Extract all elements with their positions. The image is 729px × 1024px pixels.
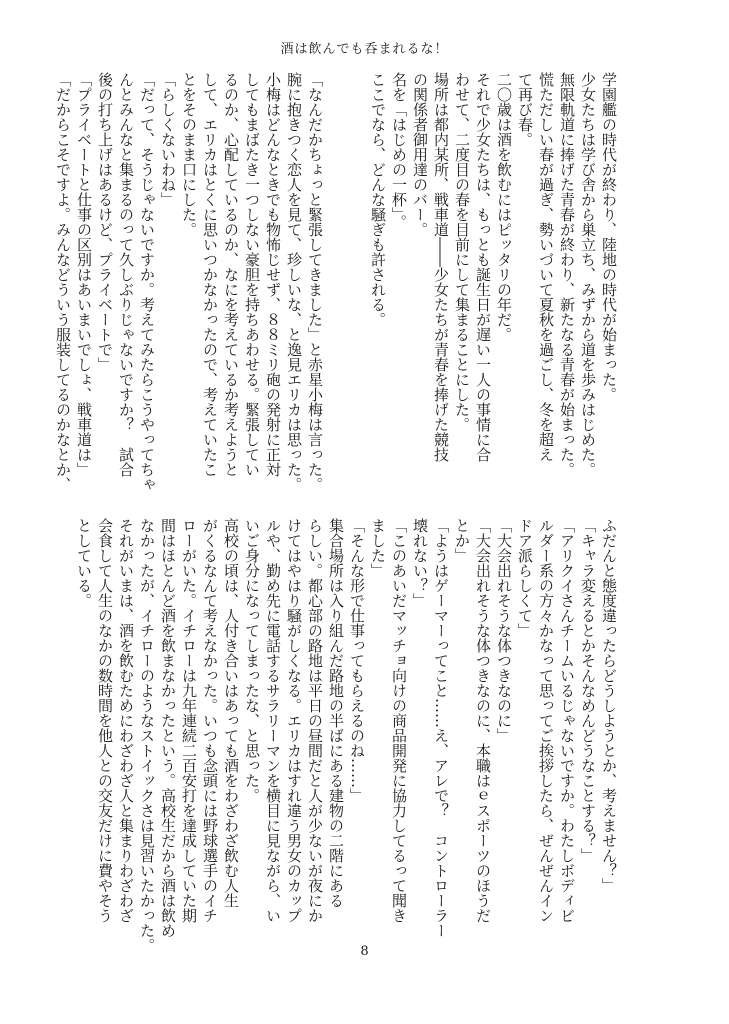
text-line: とをそのまま口にした。 xyxy=(180,72,198,237)
text-line: とか」 xyxy=(453,518,471,563)
text-line: 壊れない？」 xyxy=(411,518,429,608)
page-number: 8 xyxy=(360,944,369,959)
text-line: 「大会出れそうな体つきなのに」 xyxy=(495,518,513,743)
text-line: 「なんだかちょっと緊張してきました」と赤星小梅は言った。 xyxy=(306,72,324,492)
text-line: 会食して人生のなかの数時間を他人との交友だけに費やそう xyxy=(96,518,114,923)
text-line: それで少女たちは、もっとも誕生日が遅い一人の事情に合 xyxy=(474,72,492,462)
text-line: ふだんと態度違ったらどうしようとか、考えません？」 xyxy=(600,518,618,893)
text-line: してもまばたき一つしない豪胆を持ちあわせる。緊張してい xyxy=(243,72,261,477)
text-line: わせて、二度目の春を目前にして集まることにした。 xyxy=(453,72,471,432)
text-line: けてはやはり騒がしくなる。エリカはすれ違う男女のカップ xyxy=(285,518,303,923)
text-line: 「だからこそですよ。みんなどういう服装してるのかなとか、 xyxy=(54,72,72,492)
text-line: いご身分になってしまったな、と思った。 xyxy=(243,518,261,803)
text-line: 小梅はどんなときでも物怖じせず、８８ミリ砲の発射に正対 xyxy=(264,72,282,477)
bottom-text-block xyxy=(75,518,619,953)
text-line xyxy=(346,72,367,490)
text-line: 腕に抱きつく恋人を見て、珍しいな、と逸見エリカは思った。 xyxy=(285,72,303,492)
text-line: 「キャラ変えるとかそんなめんどうなことする？」 xyxy=(579,518,597,863)
text-line xyxy=(325,72,346,490)
text-line: 場所は都内某所、戦車道――少女たちが青春を捧げた競技 xyxy=(432,72,450,462)
text-line: 「だって、そうじゃないですか。考えてみたらこうやってちゃ xyxy=(138,72,156,492)
text-line: がくるなんて考えなかった。いつも念頭には野球選手のイチ xyxy=(201,518,219,923)
text-line: 慌ただしい春が過ぎ、勢いづいて夏秋を過ごし、冬を超え xyxy=(537,72,555,462)
text-line: 「大会出れそうな体つきなのに、本職はｅスポーツのほうだ xyxy=(474,518,492,923)
text-line: の関係者御用達のバー。 xyxy=(411,72,429,237)
text-line: 名を「はじめの一杯」。 xyxy=(390,72,408,230)
text-line: ここでなら、どんな騒ぎも許される。 xyxy=(369,72,387,327)
text-line: 「プライベートと仕事の区別はあいまいでしょ、戦車道は」 xyxy=(75,72,93,477)
text-line: 「そんな形で仕事ってもらえるのね……」 xyxy=(348,518,366,803)
text-line: らしい。都心部の路地は平日の昼間だと人が少ないが夜にか xyxy=(306,518,324,923)
text-line: それがいまは、酒を飲むためにわざわざ人と集まりわざわざ xyxy=(117,518,135,923)
text-line: て再び春。 xyxy=(516,72,534,147)
text-line: 少女たちは学び舎から巣立ち、みずから道を歩みはじめた。 xyxy=(579,72,597,477)
page-title: 酒は飲んでも呑まれるな！ xyxy=(280,42,449,57)
text-line: 「アリクイさんチームいるじゃないですか。わたしボディビ xyxy=(558,518,576,923)
text-line: るのか、心配しているのか、なにを考えているか考えようと xyxy=(222,72,240,477)
text-line: 二〇歳は酒を飲むにはピッタリの年だ。 xyxy=(495,72,513,342)
text-line: ローがいた。イチローは九年連続二百安打を達成していた期 xyxy=(180,518,198,923)
text-line: 「らしくないわね」 xyxy=(159,72,177,207)
text-line: なかったが、イチローのようなストイックさは見習いたかった。 xyxy=(138,518,156,953)
text-line: 集合場所は入り組んだ路地の半ばにある建物の二階にある xyxy=(327,518,345,908)
text-line: 間はほとんど酒を飲まなかったという。高校生だから酒は飲め xyxy=(159,518,177,938)
text-line: ドア派らしくて」 xyxy=(516,518,534,638)
text-line: 「このあいだマッチョ向けの商品開発に協力してるって聞き xyxy=(390,518,408,923)
top-text-block xyxy=(54,72,619,492)
text-line: ルや、勤め先に電話するサラリーマンを横目に見ながら、い xyxy=(264,518,282,923)
text-line: んとみんなと集まるのって久しぶりじゃないですか？ 試合 xyxy=(117,72,135,477)
text-line: 無限軌道に捧げた青春が終わり、新たなる青春が始まった。 xyxy=(558,72,576,477)
text-line: 学園艦の時代が終わり、陸地の時代が始まった。 xyxy=(600,72,618,402)
text-line: 「ようはゲーマーってこと……え、アレで？ コントローラー xyxy=(432,518,450,938)
text-line: ルダー系の方々かなって思ってご挨拶したら、ぜんぜんイン xyxy=(537,518,555,923)
text-line: して、エリカはとくに思いつかなかったので、考えていたこ xyxy=(201,72,219,477)
text-line: としている。 xyxy=(75,518,93,608)
text-line: ました」 xyxy=(369,518,387,578)
text-line: 高校の頃は、人付き合いはあっても酒をわざわざ飲む人生 xyxy=(222,518,240,908)
text-line: 後の打ち上げはあるけど、プライベートで」 xyxy=(96,72,114,372)
